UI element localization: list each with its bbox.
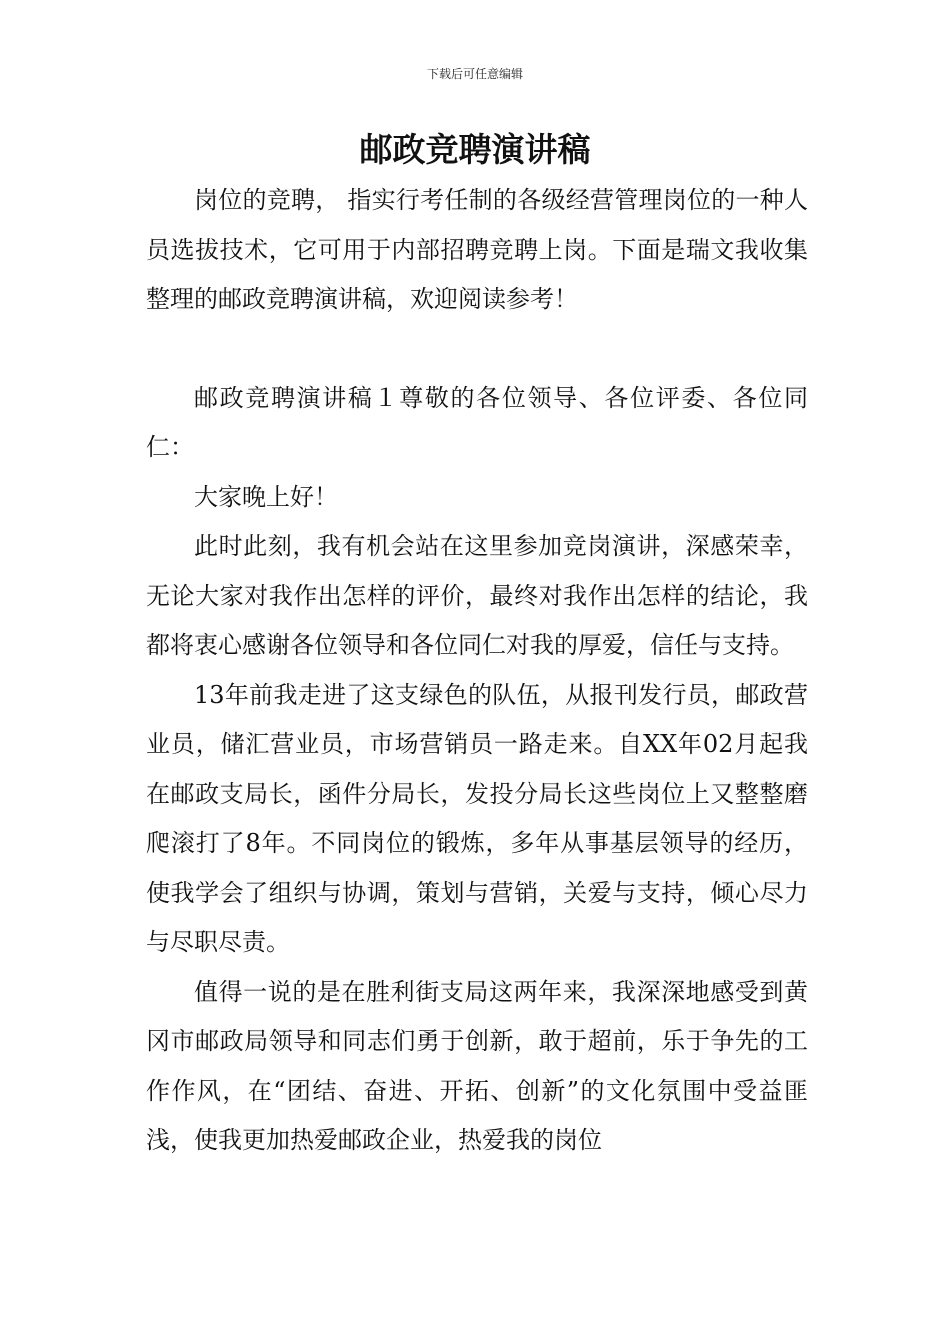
paragraph-salutation: 大家晚上好！ bbox=[194, 482, 338, 511]
paragraph-branch: 值得一说的是在胜利街支局这两年来，我深深地感受到黄冈市邮政局领导和同志们勇于创新，敢于超前，乐于争先的工作作风，在“团结、奋进、开拓、创新”的文化氛围中受益匪浅，使我更加热爱邮政企业，热爱我的岗位 bbox=[146, 977, 808, 1154]
header-note: 下载后可任意编辑 bbox=[426, 67, 523, 81]
paragraph-experience: 13年前我走进了这支绿色的队伍，从报刊发行员，邮政营业员，储汇营业员，市场营销员一路走来。自XX年02月起我在邮政支局长，函件分局长，发投分局长这些岗位上又整整磨爬滚打了8年。不同岗位的锻炼，多年从事基层领导的经历，使我学会了组织与协调，策划与营销，关爱与支持，倾心尽力与尽职尽责。 bbox=[146, 680, 808, 956]
document-body bbox=[146, 176, 808, 1166]
paragraph-intro: 岗位的竞聘， 指实行考任制的各级经营管理岗位的一种人员选拔技术，它可用于内部招聘竞聘上岗。下面是瑞文我收集整理的邮政竞聘演讲稿，欢迎阅读参考！ bbox=[146, 186, 808, 313]
paragraph-gratitude: 此时此刻，我有机会站在这里参加竞岗演讲，深感荣幸，无论大家对我作出怎样的评价，最终对我作出怎样的结论，我都将衷心感谢各位领导和各位同仁对我的厚爱，信任与支持。 bbox=[146, 532, 808, 659]
document-title: 邮政竞聘演讲稿 bbox=[359, 130, 591, 169]
paragraph-greeting-heading: 邮政竞聘演讲稿１尊敬的各位领导、各位评委、各位同仁： bbox=[146, 383, 808, 461]
